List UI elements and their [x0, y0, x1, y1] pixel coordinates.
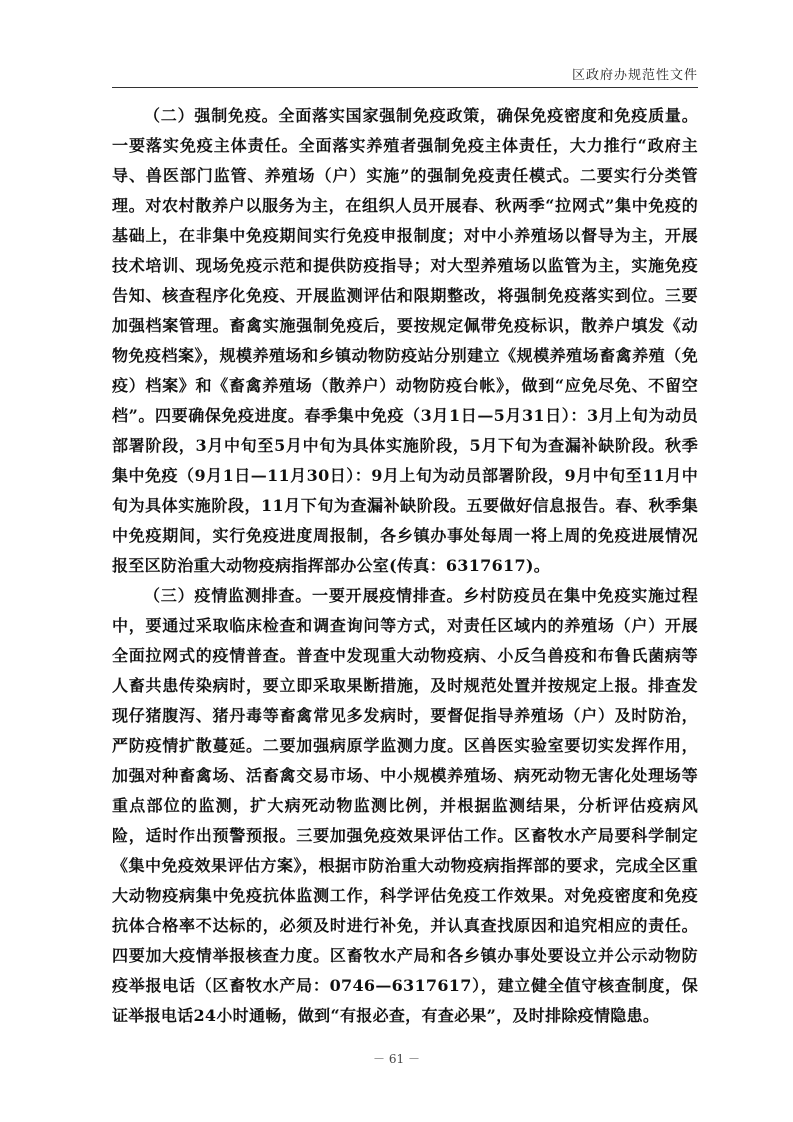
paragraph-compulsory-immunization: （二）强制免疫。全面落实国家强制免疫政策，确保免疫密度和免疫质量。一要落实免疫主体责任。全面落实养殖者强制免疫主体责任，大力推行“政府主导、兽医部门监管、养殖场（户）实施”的强制免疫责任模式。二要实行分类管理。对农村散养户以服务为主，在组织人员开展春、秋两季“拉网式”集中免疫的基础上，在非集中免疫期间实行免疫申报制度；对中小养殖场以督导为主，开展技术培训、现场免疫示范和提供防疫指导；对大型养殖场以监管为主，实施免疫告知、核查程序化免疫、开展监测评估和限期整改，将强制免疫落实到位。三要加强档案管理。畜禽实施强制免疫后，要按规定佩带免疫标识，散养户填发《动物免疫档案》，规模养殖场和乡镇动物防疫站分别建立《规模养殖场畜禽养殖（免疫）档案》和《畜禽养殖场（散养户）动物防疫台帐》，做到“应免尽免、不留空档”。四要确保免疫进度。春季集中免疫（3月1日—5月31日）：3月上旬为动员部署阶段，3月中旬至5月中旬为具体实施阶段，5月下旬为查漏补缺阶段。秋季集中免疫（9月1日—11月30日）：9月上旬为动员部署阶段，9月中旬至11月中旬为具体实施阶段，11月下旬为查漏补缺阶段。五要做好信息报告。春、秋季集中免疫期间，实行免疫进度周报制，各乡镇办事处每周一将上周的免疫进展情况报至区防治重大动物疫病指挥部办公室(传真：6317617)。	[112, 106, 698, 575]
page-header	[112, 64, 698, 86]
paragraph-epidemic-monitoring: （三）疫情监测排查。一要开展疫情排查。乡村防疫员在集中免疫实施过程中，要通过采取临床检查和调查询问等方式，对责任区域内的养殖场（户）开展全面拉网式的疫情普查。普查中发现重大动物疫病、小反刍兽疫和布鲁氏菌病等人畜共患传染病时，要立即采取果断措施，及时规范处置并按规定上报。排查发现仔猪腹泻、猪丹毒等畜禽常见多发病时，要督促指导养殖场（户）及时防治，严防疫情扩散蔓延。二要加强病原学监测力度。区兽医实验室要切实发挥作用，加强对种畜禽场、活畜禽交易市场、中小规模养殖场、病死动物无害化处理场等重点部位的监测，扩大病死动物监测比例，并根据监测结果，分析评估疫病风险，适时作出预警预报。三要加强免疫效果评估工作。区畜牧水产局要科学制定《集中免疫效果评估方案》，根据市防治重大动物疫病指挥部的要求，完成全区重大动物疫病集中免疫抗体监测工作，科学评估免疫工作效果。对免疫密度和免疫抗体合格率不达标的，必须及时进行补免，并认真查找原因和追究相应的责任。四要加大疫情举报核查力度。区畜牧水产局和各乡镇办事处要设立并公示动物防疫举报电话（区畜牧水产局：0746—6317617），建立健全值守核查制度，保证举报电话24小时通畅，做到“有报必查，有查必果”，及时排除疫情隐患。	[112, 586, 698, 1025]
document-body	[112, 101, 698, 1031]
document-category-title: 区政府办规范性文件	[571, 68, 698, 83]
page-number: － 61 －	[373, 1052, 420, 1066]
header-divider	[112, 87, 698, 88]
